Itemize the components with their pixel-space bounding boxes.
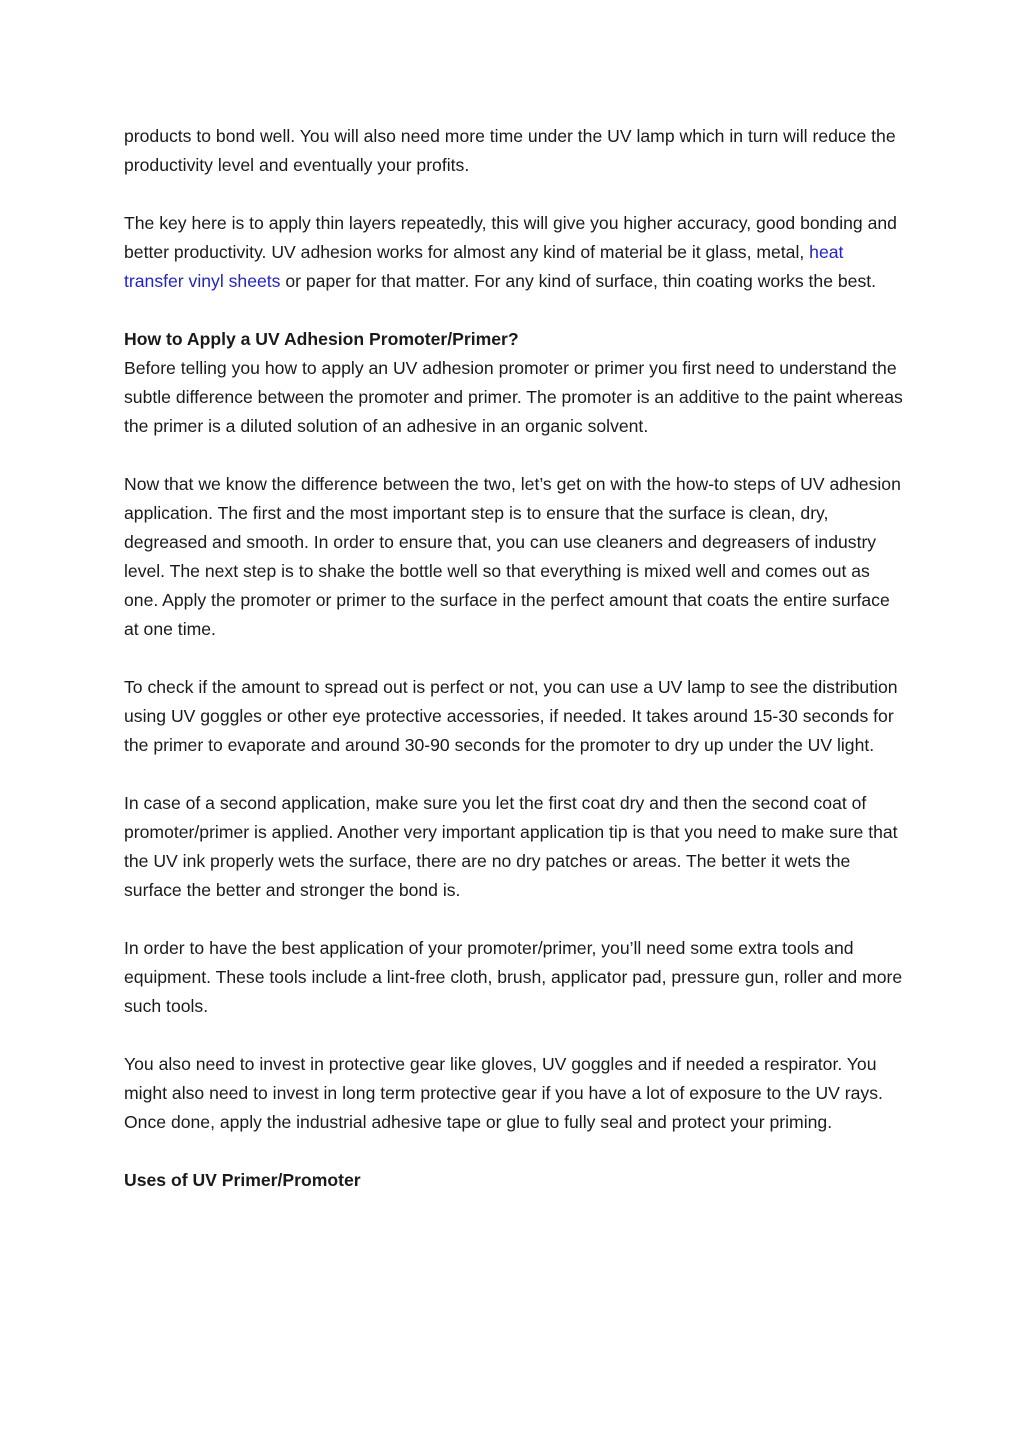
heat-transfer-vinyl-link[interactable]: heat transfer vinyl sheets bbox=[124, 242, 844, 291]
paragraph-difference-promoter-primer: Before telling you how to apply an UV adhesion promoter or primer you first need to understand the subtle difference between the promoter and primer. The promoter is an additive to the paint whereas the primer is a diluted solution of an adhesive in an organic solvent. bbox=[124, 358, 903, 436]
paragraph-thin-layers bbox=[124, 209, 904, 296]
paragraph-products-bond: products to bond well. You will also need more time under the UV lamp which in turn will reduce the productivity level and eventually your profits. bbox=[124, 126, 896, 175]
paragraph-check-amount: To check if the amount to spread out is perfect or not, you can use a UV lamp to see the distribution using UV goggles or other eye protective accessories, if needed. It takes around 15-30 seconds for the primer to evaporate and around 30-90 seconds for the promoter to dry up under the UV light. bbox=[124, 677, 898, 755]
paragraph-protective-gear: You also need to invest in protective gear like gloves, UV goggles and if needed a respirator. You might also need to invest in long term protective gear if you have a lot of exposure to the UV rays. Once done, apply the industrial adhesive tape or glue to fully seal and protect your priming. bbox=[124, 1054, 883, 1132]
heading-uses-of-uv-primer: Uses of UV Primer/Promoter bbox=[124, 1170, 361, 1190]
document-page bbox=[124, 122, 904, 1195]
paragraph-thin-layers-text-end: or paper for that matter. For any kind of surface, thin coating works the best. bbox=[280, 271, 877, 291]
paragraph-thin-layers-text-start: The key here is to apply thin layers repeatedly, this will give you higher accuracy, good bonding and better productivity. UV adhesion works for almost any kind of material be it glass, metal, bbox=[124, 213, 897, 262]
paragraph-tools-equipment: In order to have the best application of your promoter/primer, you’ll need some extra tools and equipment. These tools include a lint-free cloth, brush, applicator pad, pressure gun, roller and more such tools. bbox=[124, 938, 903, 1016]
heading-how-to-apply: How to Apply a UV Adhesion Promoter/Primer? bbox=[124, 329, 519, 349]
paragraph-how-to-steps: Now that we know the difference between the two, let’s get on with the how-to steps of UV adhesion application. The first and the most important step is to ensure that the surface is clean, dry, degreased and smooth. In order to ensure that, you can use cleaners and degreasers of industry level. The next step is to shake the bottle well so that everything is mixed well and comes out as one. Apply the promoter or primer to the surface in the perfect amount that coats the entire surface at one time. bbox=[124, 474, 901, 639]
paragraph-second-application: In case of a second application, make sure you let the first coat dry and then the second coat of promoter/primer is applied. Another very important application tip is that you need to make sure that the UV ink properly wets the surface, there are no dry patches or areas. The better it wets the surface the better and stronger the bond is. bbox=[124, 793, 898, 900]
